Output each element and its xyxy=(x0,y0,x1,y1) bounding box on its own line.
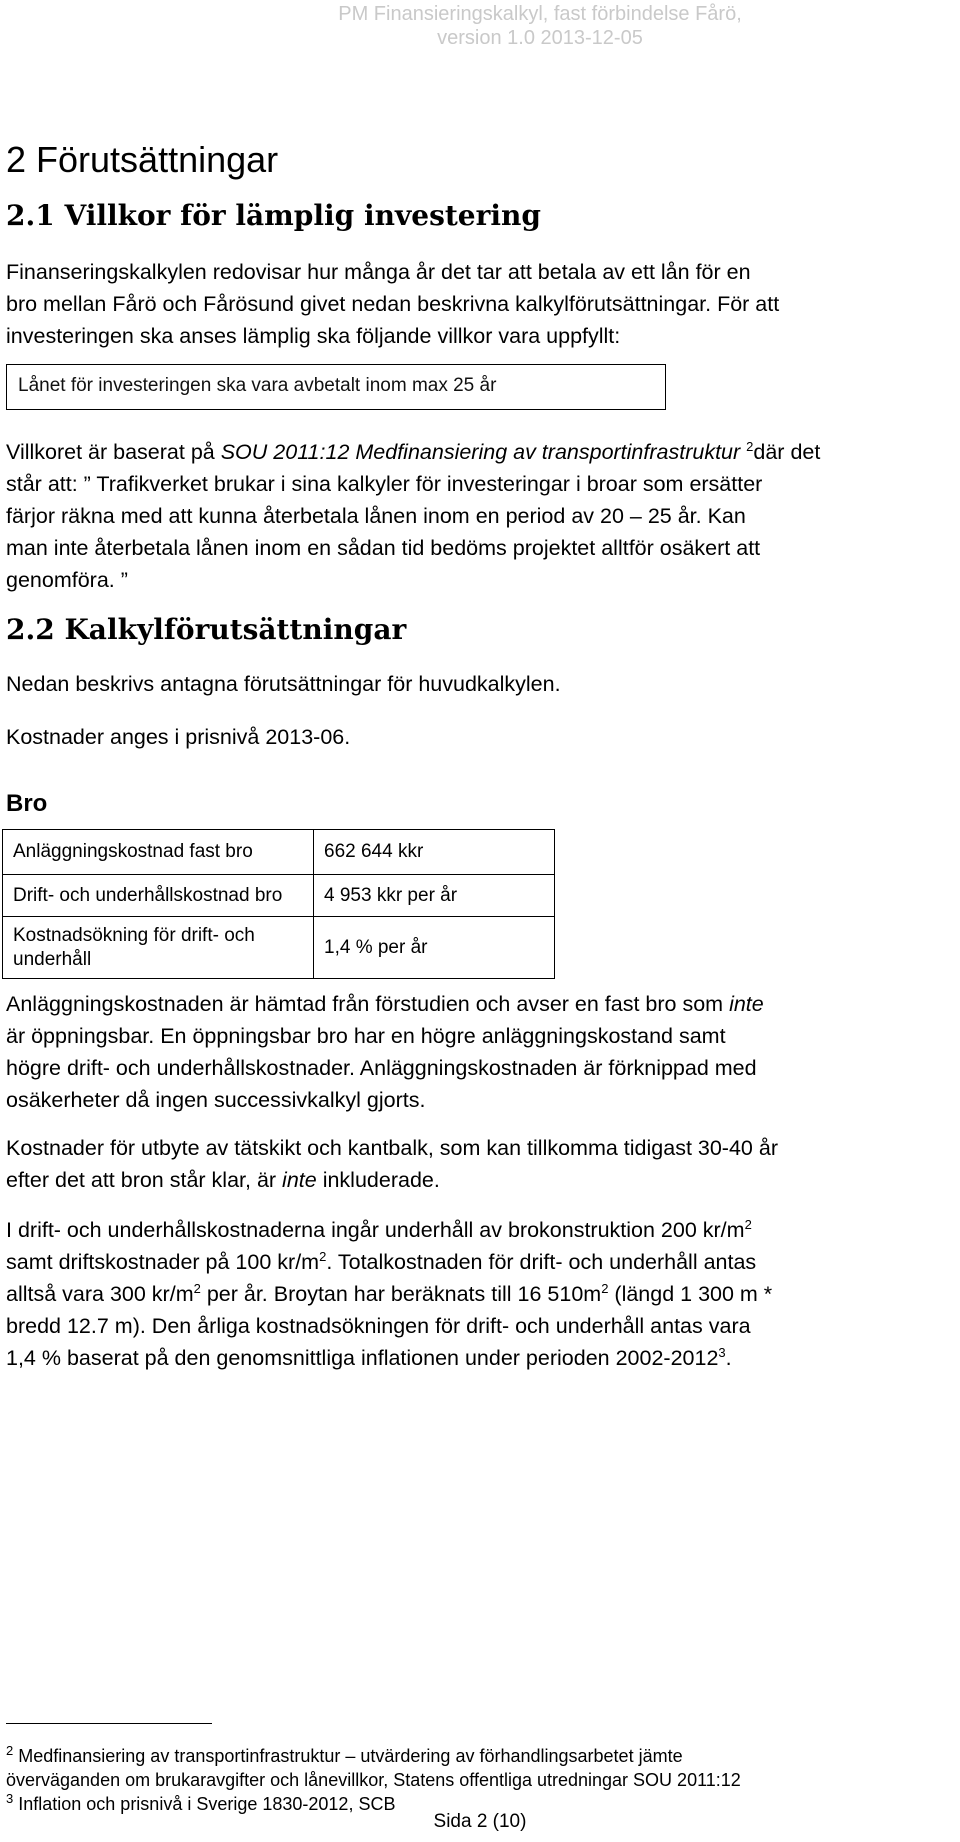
replacement-cost-paragraph xyxy=(6,1132,926,1196)
price-level-note: Kostnader anges i prisnivå 2013-06. xyxy=(6,725,351,749)
intro-paragraph xyxy=(6,256,926,352)
table-cell-label: Kostnadsökning för drift- och underhåll xyxy=(3,917,314,979)
construction-cost-paragraph xyxy=(6,988,926,1116)
maintenance-text: 1,4 % baserat på den genomsnittliga inflationen under perioden 2002-2012 xyxy=(6,1346,719,1370)
replacement-line-2 xyxy=(6,1164,926,1196)
header-line-1: PM Finansieringskalkyl, fast förbindelse Fårö, xyxy=(338,3,742,25)
superscript: 2 xyxy=(319,1248,327,1264)
intro-line-1: Finanseringskalkylen redovisar hur många år det tar att betala av ett lån för en xyxy=(6,260,751,284)
footnote-2 xyxy=(6,1744,936,1792)
table-row xyxy=(3,830,555,875)
emphasis-inte: inte xyxy=(282,1168,317,1192)
footnote-separator xyxy=(6,1723,212,1724)
maintenance-text: (längd 1 300 m * xyxy=(608,1282,773,1306)
basis-text: Villkoret är baserat på xyxy=(6,440,221,464)
maintenance-text: . xyxy=(725,1346,732,1370)
superscript: 2 xyxy=(744,1216,752,1232)
basis-text-end: där det xyxy=(753,440,821,464)
maintenance-text: . Totalkostnaden för drift- och underhåll antas xyxy=(326,1250,757,1274)
maintenance-line-5 xyxy=(6,1342,926,1374)
basis-line-3: färjor räkna med att kunna återbetala lånen inom en period av 20 – 25 år. Kan xyxy=(6,504,746,528)
footnote-2-line-2: överväganden om brukaravgifter och lånevillkor, Statens offentliga utredningar SOU 2011:12 xyxy=(6,1770,741,1790)
basis-line-1 xyxy=(6,436,926,468)
basis-line-2: står att: ” Trafikverket brukar i sina kalkyler för investeringar i broar som ersätter xyxy=(6,472,763,496)
footnote-text: Medfinansiering av transportinfrastruktur – utvärdering av förhandlingsarbetet jämte xyxy=(13,1746,683,1766)
maintenance-line-2 xyxy=(6,1246,926,1278)
replacement-text: efter det att bron står klar, är xyxy=(6,1168,283,1192)
page-number: Sida 2 (10) xyxy=(433,1811,527,1832)
construction-text: Anläggningskostnaden är hämtad från förstudien och avser en fast bro som xyxy=(6,992,730,1016)
construction-line-1 xyxy=(6,988,926,1020)
superscript: 2 xyxy=(601,1280,609,1296)
condition-text: Lånet för investeringen ska vara avbetalt inom max 25 år xyxy=(18,375,497,396)
footnote-ref-2[interactable]: 2 xyxy=(746,438,754,454)
maintenance-line-1 xyxy=(6,1214,926,1246)
intro-line-3: investeringen ska anses lämplig ska följande villkor vara uppfyllt: xyxy=(6,324,621,348)
maintenance-text: alltså vara 300 kr/m xyxy=(6,1282,194,1306)
table-cell-value: 4 953 kkr per år xyxy=(314,875,555,917)
maintenance-paragraph xyxy=(6,1214,926,1374)
running-header xyxy=(0,2,960,50)
cost-table xyxy=(2,829,555,979)
table-cell-label: Anläggningskostnad fast bro xyxy=(3,830,314,875)
basis-line-4: man inte återbetala lånen inom en sådan tid bedöms projektet alltför osäkert att xyxy=(6,536,761,560)
table-row xyxy=(3,917,555,979)
maintenance-text: I drift- och underhållskostnaderna ingår underhåll av brokonstruktion 200 kr/m xyxy=(6,1218,745,1242)
emphasis-inte: inte xyxy=(729,992,764,1016)
table-cell-value: 662 644 kkr xyxy=(314,830,555,875)
sou-reference: SOU 2011:12 Medfinansiering av transportinfrastruktur xyxy=(220,440,741,464)
table-row xyxy=(3,875,555,917)
replacement-text-end: inkluderade. xyxy=(316,1168,440,1192)
maintenance-text: per år. Broytan har beräknats till 16 510m xyxy=(200,1282,602,1306)
construction-line-2: är öppningsbar. En öppningsbar bro har en högre anläggningskostand samt xyxy=(6,1024,726,1048)
table-cell-value: 1,4 % per år xyxy=(314,917,555,979)
section-heading-2-2: 2.2 Kalkylförutsättningar xyxy=(6,613,407,646)
bro-heading: Bro xyxy=(6,790,48,817)
footnote-number: 2 xyxy=(6,1743,14,1758)
footnote-ref-3[interactable]: 3 xyxy=(718,1344,726,1360)
table-cell-label: Drift- och underhållskostnad bro xyxy=(3,875,314,917)
footnote-2-line-1 xyxy=(6,1744,936,1768)
replacement-line-1: Kostnader för utbyte av tätskikt och kantbalk, som kan tillkomma tidigast 30-40 år xyxy=(6,1136,778,1160)
assumptions-intro: Nedan beskrivs antagna förutsättningar för huvudkalkylen. xyxy=(6,672,561,696)
basis-line-5: genomföra. ” xyxy=(6,568,128,592)
footnote-number: 3 xyxy=(6,1791,14,1806)
header-line-2: version 1.0 2013-12-05 xyxy=(437,27,643,49)
intro-line-2: bro mellan Fårö och Fårösund givet nedan beskrivna kalkylförutsättningar. För att xyxy=(6,292,780,316)
basis-paragraph xyxy=(6,436,926,596)
construction-line-3: högre drift- och underhållskostnader. Anläggningskostnaden är förknippad med xyxy=(6,1056,757,1080)
chapter-heading: 2 Förutsättningar xyxy=(6,139,279,180)
maintenance-line-3 xyxy=(6,1278,926,1310)
superscript: 2 xyxy=(193,1280,201,1296)
footnote-text: Inflation och prisnivå i Sverige 1830-2012, SCB xyxy=(13,1794,396,1814)
maintenance-line-4: bredd 12.7 m). Den årliga kostnadsökningen för drift- och underhåll antas vara xyxy=(6,1314,751,1338)
maintenance-text: samt driftskostnader på 100 kr/m xyxy=(6,1250,320,1274)
construction-line-4: osäkerheter då ingen successivkalkyl gjorts. xyxy=(6,1088,426,1112)
section-heading-2-1: 2.1 Villkor för lämplig investering xyxy=(6,199,541,232)
